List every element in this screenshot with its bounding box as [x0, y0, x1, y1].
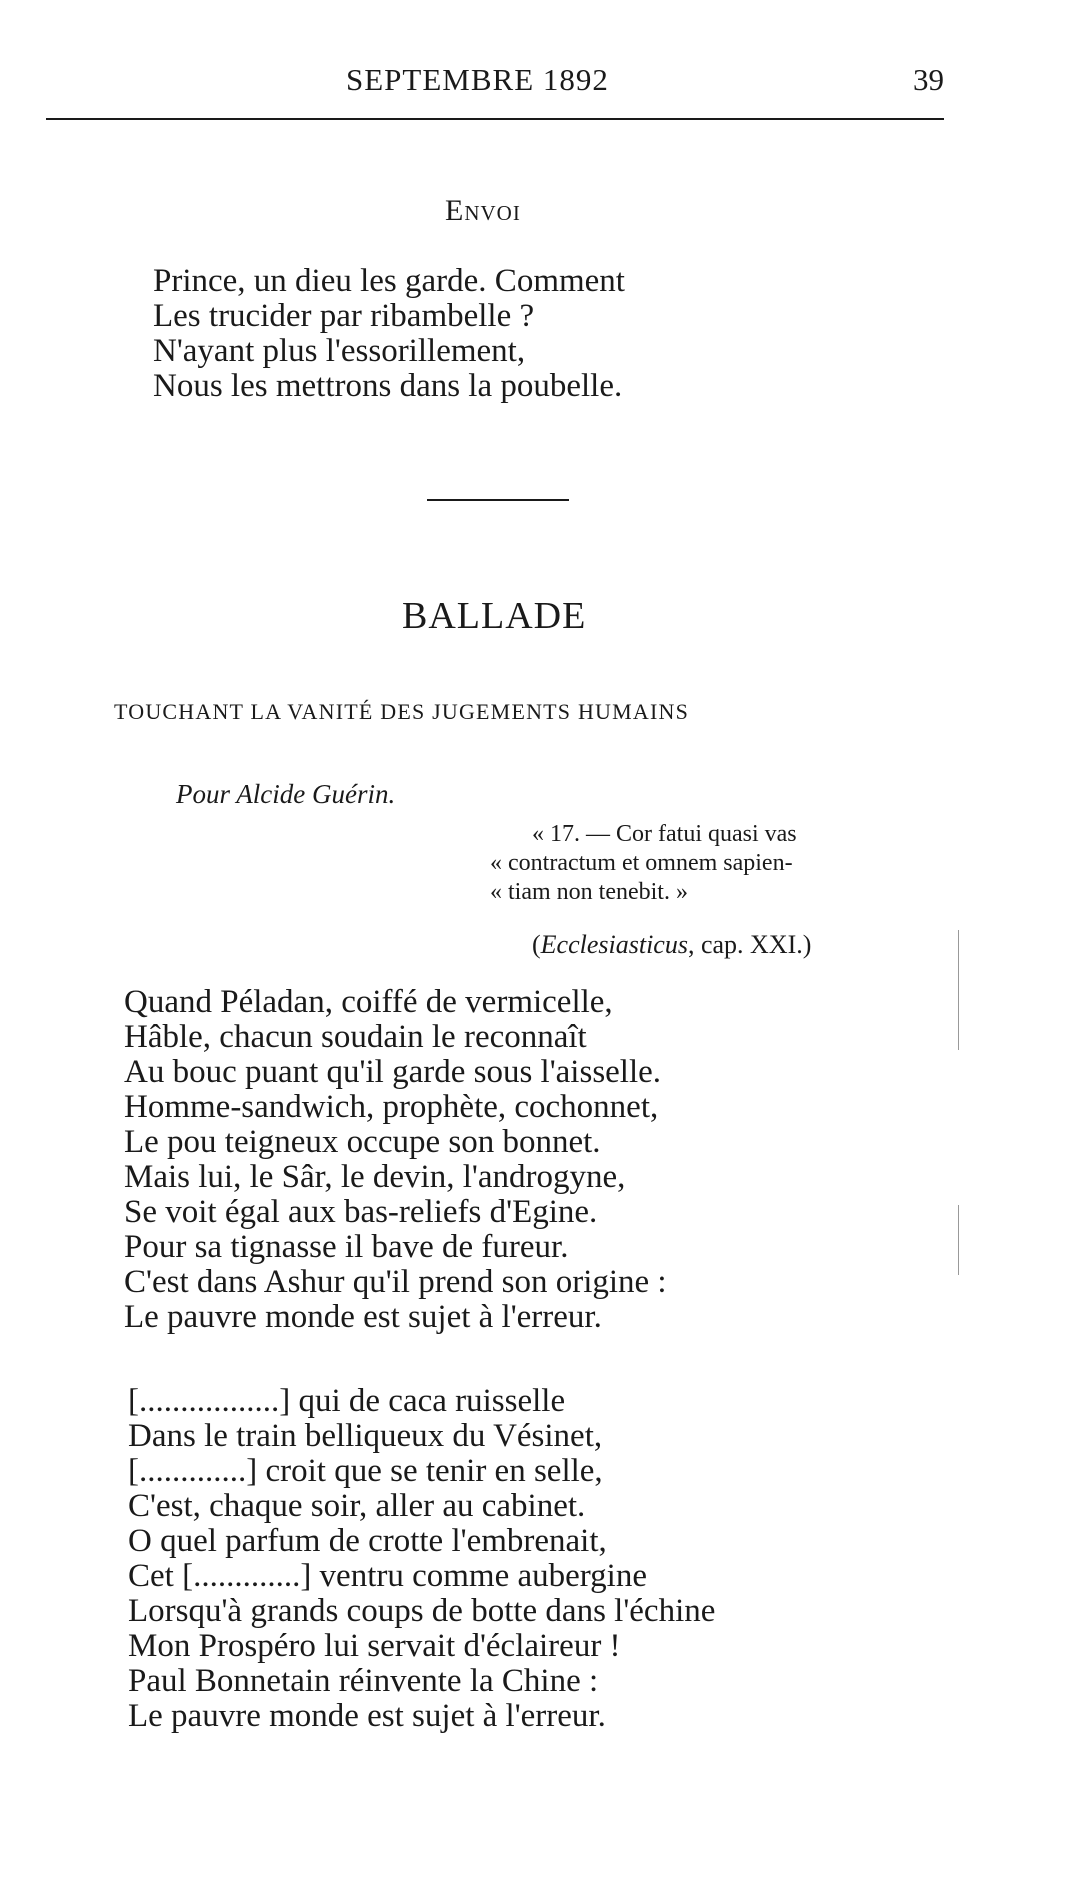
ballade-title: BALLADE — [402, 595, 587, 637]
verse-line: [.............] croit que se tenir en selle, — [128, 1453, 603, 1489]
epigraph-source-title: Ecclesiasticus — [540, 930, 688, 959]
epigraph-source-rest: , cap. XXI.) — [687, 930, 812, 959]
scan-margin-line — [958, 1205, 959, 1275]
header-rule — [46, 118, 944, 120]
verse-line: [.................] qui de caca ruisselle — [128, 1383, 566, 1419]
epigraph-line: « 17. — Cor fatui quasi vas — [532, 821, 797, 847]
epigraph-line: « contractum et omnem sapien- — [490, 850, 793, 876]
verse-line: Cet [.............] ventru comme aubergine — [128, 1558, 647, 1594]
verse-line: Quand Péladan, coiffé de vermicelle, — [124, 984, 613, 1020]
verse-line: Dans le train belliqueux du Vésinet, — [128, 1418, 603, 1454]
stanza-two — [128, 1384, 715, 1734]
page-number: 39 — [913, 62, 944, 97]
envoi-stanza — [153, 264, 625, 404]
verse-line: N'ayant plus l'essorillement, — [153, 333, 526, 369]
envoi-title: Envoi — [445, 194, 521, 227]
ballade-subtitle: TOUCHANT LA VANITÉ DES JUGEMENTS HUMAINS — [114, 699, 690, 724]
verse-line: Homme-sandwich, prophète, cochonnet, — [124, 1089, 659, 1125]
section-divider — [427, 499, 569, 501]
verse-line: Mais lui, le Sâr, le devin, l'androgyne, — [124, 1159, 626, 1195]
verse-line: Le pou teigneux occupe son bonnet. — [124, 1124, 601, 1160]
page-header — [46, 58, 944, 108]
verse-line: Les trucider par ribambelle ? — [153, 298, 535, 334]
epigraph-source-open: ( — [532, 930, 541, 959]
scan-margin-line — [958, 930, 959, 1050]
verse-line: Pour sa tignasse il bave de fureur. — [124, 1229, 569, 1265]
verse-line: Mon Prospéro lui servait d'éclaireur ! — [128, 1628, 621, 1664]
verse-line: C'est, chaque soir, aller au cabinet. — [128, 1488, 586, 1524]
epigraph-source — [532, 930, 811, 960]
verse-line: C'est dans Ashur qu'il prend son origine : — [124, 1264, 667, 1300]
epigraph-line: « tiam non tenebit. » — [490, 879, 688, 905]
verse-line: Lorsqu'à grands coups de botte dans l'échine — [128, 1593, 716, 1629]
verse-line: Hâble, chacun soudain le reconnaît — [124, 1019, 587, 1055]
refrain-line: Le pauvre monde est sujet à l'erreur. — [124, 1299, 602, 1335]
epigraph — [490, 820, 948, 907]
verse-line: Se voit égal aux bas-reliefs d'Egine. — [124, 1194, 598, 1230]
verse-line: Au bouc puant qu'il garde sous l'aisselle. — [124, 1054, 662, 1090]
refrain-line: Le pauvre monde est sujet à l'erreur. — [128, 1698, 606, 1734]
verse-line: Paul Bonnetain réinvente la Chine : — [128, 1663, 599, 1699]
verse-line: O quel parfum de crotte l'embrenait, — [128, 1523, 607, 1559]
stanza-one — [124, 985, 667, 1335]
dedication: Pour Alcide Guérin. — [176, 779, 396, 809]
verse-line: Prince, un dieu les garde. Comment — [153, 263, 625, 299]
verse-line: Nous les mettrons dans la poubelle. — [153, 368, 623, 404]
running-head: SEPTEMBRE 1892 — [346, 62, 609, 97]
